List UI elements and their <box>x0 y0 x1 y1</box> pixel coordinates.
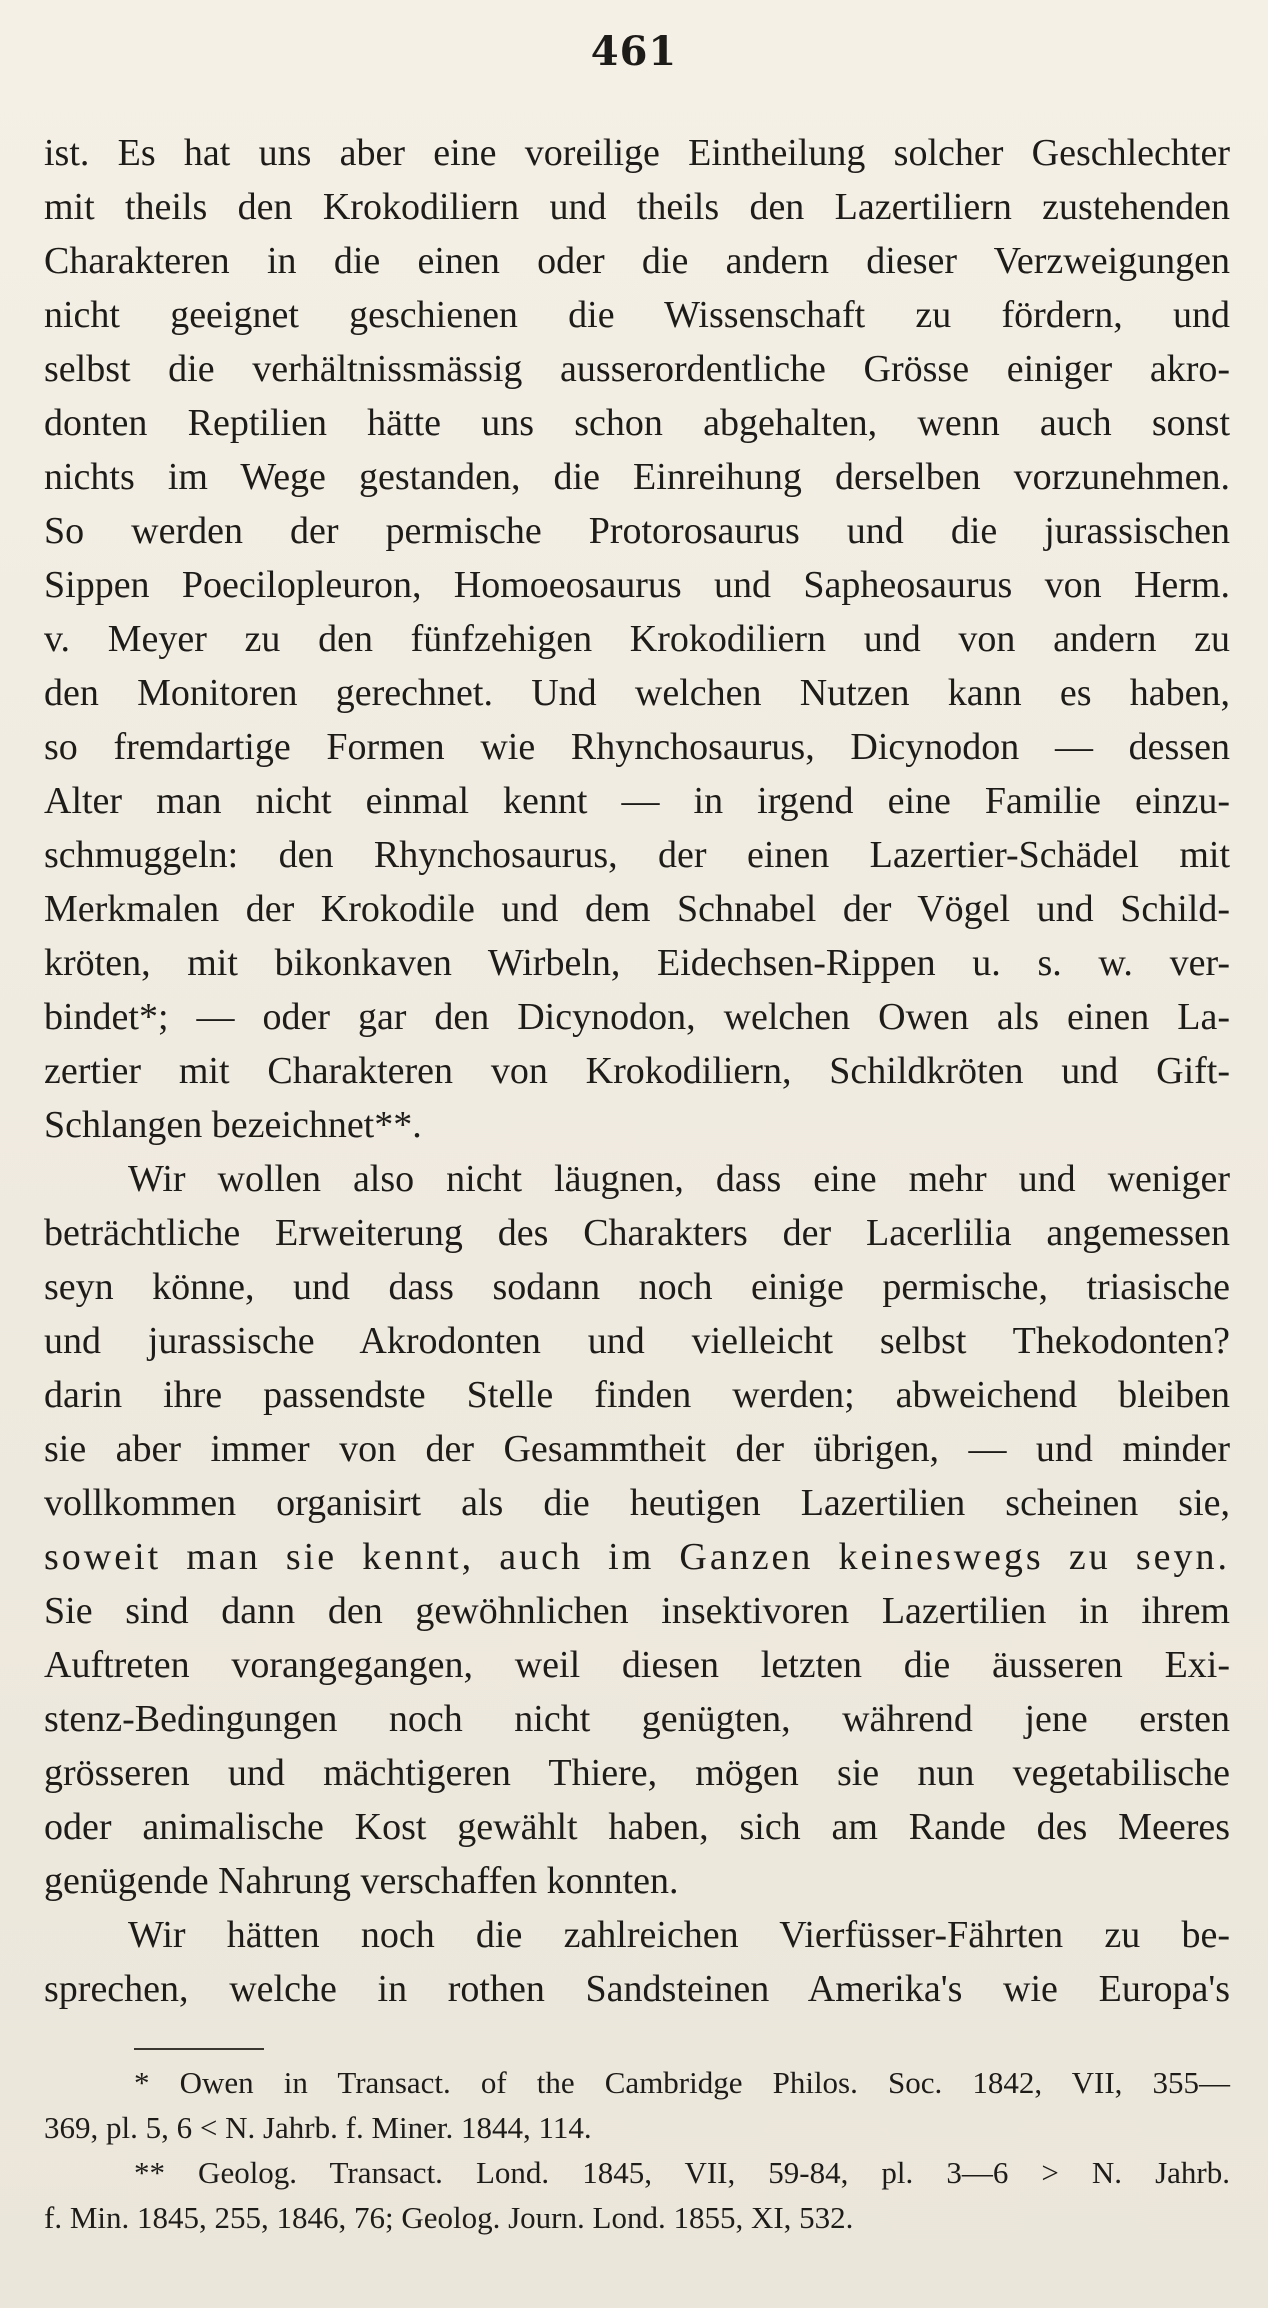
footnotes <box>44 2060 1230 2240</box>
text-line: zertier mit Charakteren von Krokodiliern, Schildkröten und Gift- <box>44 1050 1230 1092</box>
text-line: und jurassische Akrodonten und vielleicht selbst Thekodonten? <box>44 1320 1230 1362</box>
text-line: Charakteren in die einen oder die andern dieser Verzweigungen <box>44 240 1230 282</box>
text-line: grösseren und mächtigeren Thiere, mögen sie nun vegetabilische <box>44 1752 1230 1794</box>
paragraph-start-line: Wir hätten noch die zahlreichen Vierfüsser-Fährten zu be- <box>128 1914 1230 1956</box>
footnote-line: * Owen in Transact. of the Cambridge Philos. Soc. 1842, VII, 355— <box>134 2065 1230 2100</box>
text-line: Merkmalen der Krokodile und dem Schnabel der Vögel und Schild- <box>44 888 1230 930</box>
text-line: darin ihre passendste Stelle finden werden; abweichend bleiben <box>44 1374 1230 1416</box>
text-line: seyn könne, und dass sodann noch einige permische, triasische <box>44 1266 1230 1308</box>
text-line: Auftreten vorangegangen, weil diesen letzten die äusseren Exi- <box>44 1644 1230 1686</box>
text-line: sprechen, welche in rothen Sandsteinen Amerika's wie Europa's <box>44 1968 1230 2010</box>
text-line: Alter man nicht einmal kennt — in irgend eine Familie einzu- <box>44 780 1230 822</box>
text-line: ist. Es hat uns aber eine voreilige Eintheilung solcher Geschlechter <box>44 132 1230 174</box>
footnote-divider <box>134 2048 264 2050</box>
text-line: kröten, mit bikonkaven Wirbeln, Eidechsen-Rippen u. s. w. ver- <box>44 942 1230 984</box>
text-line: nichts im Wege gestanden, die Einreihung derselben vorzunehmen. <box>44 456 1230 498</box>
page-number: 461 <box>590 28 678 75</box>
text-line: schmuggeln: den Rhynchosaurus, der einen Lazertier-Schädel mit <box>44 834 1230 876</box>
text-line: oder animalische Kost gewählt haben, sich am Rande des Meeres <box>44 1806 1230 1848</box>
text-line: sie aber immer von der Gesammtheit der übrigen, — und minder <box>44 1428 1230 1470</box>
footnote-line: 369, pl. 5, 6 < N. Jahrb. f. Miner. 1844, 114. <box>44 2110 592 2145</box>
footnote-line: ** Geolog. Transact. Lond. 1845, VII, 59-84, pl. 3—6 > N. Jahrb. <box>134 2155 1230 2190</box>
text-line: selbst die verhältnissmässig ausserordentliche Grösse einiger akro- <box>44 348 1230 390</box>
text-line: nicht geeignet geschienen die Wissenschaft zu fördern, und <box>44 294 1230 336</box>
text-line: beträchtliche Erweiterung des Charakters der Lacerlilia angemessen <box>44 1212 1230 1254</box>
text-line: mit theils den Krokodiliern und theils den Lazertiliern zustehenden <box>44 186 1230 228</box>
text-line: v. Meyer zu den fünfzehigen Krokodiliern und von andern zu <box>44 618 1230 660</box>
text-line: Sippen Poecilopleuron, Homoeosaurus und Sapheosaurus von Herm. <box>44 564 1230 606</box>
paragraph-start-line: Wir wollen also nicht läugnen, dass eine mehr und weniger <box>128 1158 1230 1200</box>
text-line: soweit man sie kennt, auch im Ganzen keineswegs zu seyn. <box>44 1536 1230 1578</box>
text-line: stenz-Bedingungen noch nicht genügten, während jene ersten <box>44 1698 1230 1740</box>
text-line: Sie sind dann den gewöhnlichen insektivoren Lazertilien in ihrem <box>44 1590 1230 1632</box>
text-line: Schlangen bezeichnet**. <box>44 1104 422 1146</box>
text-line: vollkommen organisirt als die heutigen Lazertilien scheinen sie, <box>44 1482 1230 1524</box>
text-line: donten Reptilien hätte uns schon abgehalten, wenn auch sonst <box>44 402 1230 444</box>
text-line: genügende Nahrung verschaffen konnten. <box>44 1860 679 1902</box>
text-line: bindet*; — oder gar den Dicynodon, welchen Owen als einen La- <box>44 996 1230 1038</box>
text-line: so fremdartige Formen wie Rhynchosaurus, Dicynodon — dessen <box>44 726 1230 768</box>
text-line: den Monitoren gerechnet. Und welchen Nutzen kann es haben, <box>44 672 1230 714</box>
text-line: So werden der permische Protorosaurus und die jurassischen <box>44 510 1230 552</box>
body-text <box>44 126 1230 2016</box>
footnote-line: f. Min. 1845, 255, 1846, 76; Geolog. Journ. Lond. 1855, XI, 532. <box>44 2200 854 2235</box>
